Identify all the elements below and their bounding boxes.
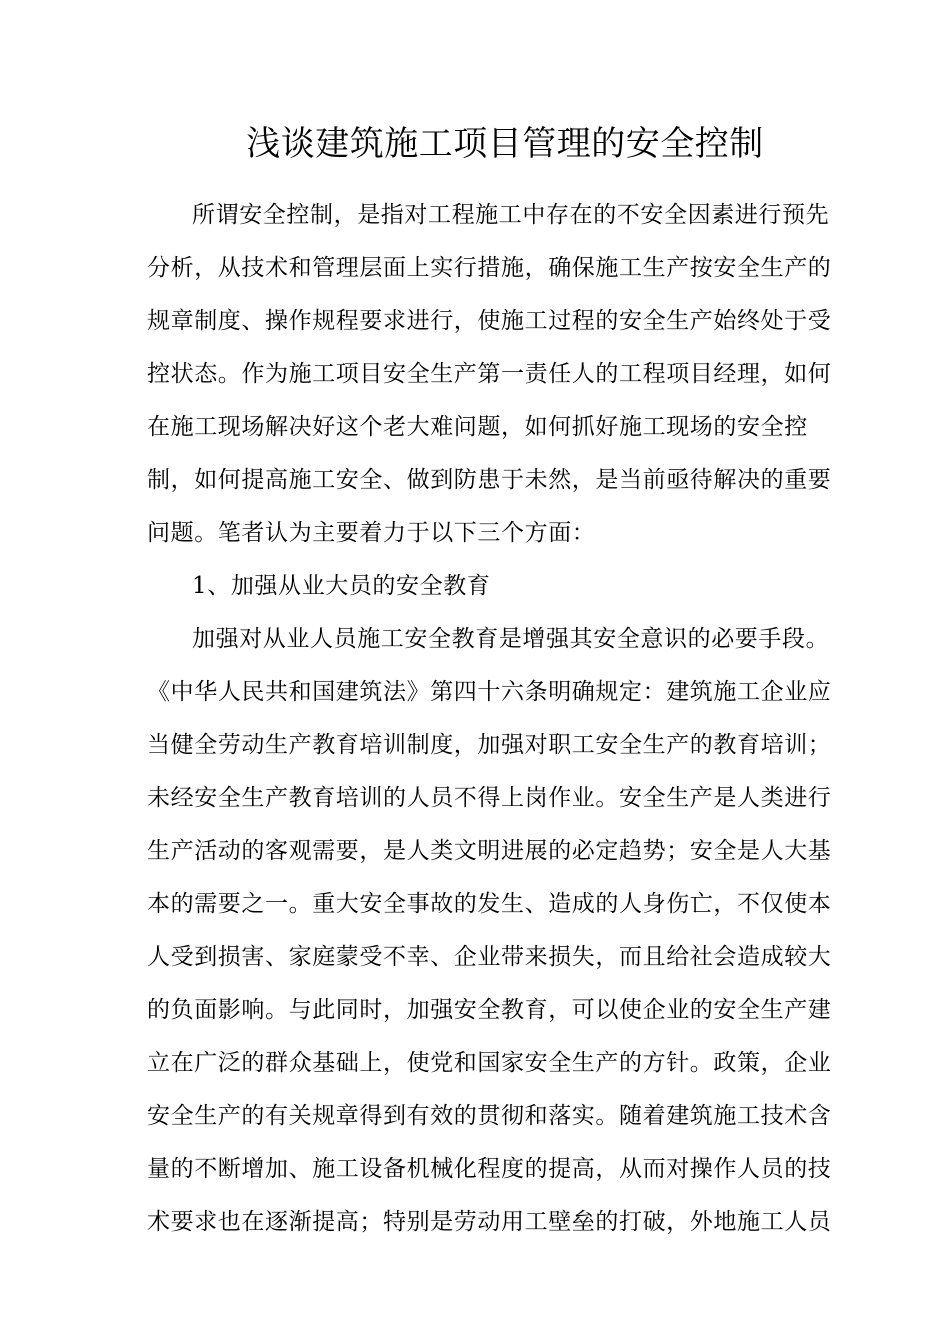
paragraph-line: 立在广泛的群众基础上，使党和国家安全生产的方针。政策，企业 [147,1050,832,1076]
paragraph-line: 的负面影响。与此同时，加强安全教育，可以使企业的安全生产建 [147,997,832,1023]
paragraph-line: 生产活动的客观需要，是人类文明进展的必定趋势；安全是人大基 [147,838,832,864]
paragraph-line: 未经安全生产教育培训的人员不得上岗作业。安全生产是人类进行 [147,785,832,811]
paragraph-line: 当健全劳动生产教育培训制度，加强对职工安全生产的教育培训； [147,732,832,758]
paragraph-line: 所谓安全控制，是指对工程施工中存在的不安全因素进行预先 [192,202,830,228]
paragraph-line: 《中华人民共和国建筑法》第四十六条明确规定：建筑施工企业应 [147,679,832,705]
paragraph-line: 控状态。作为施工项目安全生产第一责任人的工程项目经理，如何 [147,361,832,387]
document-title: 浅谈建筑施工项目管理的安全控制 [246,124,764,164]
paragraph-line: 安全生产的有关规章得到有效的贯彻和落实。随着建筑施工技术含 [147,1103,832,1129]
paragraph-line: 术要求也在逐渐提高；特别是劳动用工壁垒的打破，外地施工人员 [147,1209,832,1235]
section-heading: 1、加强从业大员的安全教育 [192,573,491,599]
paragraph-line: 本的需要之一。重大安全事故的发生、造成的人身伤亡，不仅使本 [147,891,832,917]
paragraph-line: 加强对从业人员施工安全教育是增强其安全意识的必要手段。 [192,626,830,652]
paragraph-line: 制，如何提高施工安全、做到防患于未然，是当前亟待解决的重要 [147,467,832,493]
paragraph-line: 分析，从技术和管理层面上实行措施，确保施工生产按安全生产的 [147,255,832,281]
paragraph-line: 量的不断增加、施工设备机械化程度的提高，从而对操作人员的技 [147,1156,832,1182]
paragraph-line: 规章制度、操作规程要求进行，使施工过程的安全生产始终处于受 [147,308,832,334]
paragraph-line: 人受到损害、家庭蒙受不幸、企业带来损失，而且给社会造成较大 [147,944,832,970]
paragraph-line: 在施工现场解决好这个老大难问题，如何抓好施工现场的安全控 [147,414,808,440]
paragraph-line: 问题。笔者认为主要着力于以下三个方面： [147,520,596,546]
